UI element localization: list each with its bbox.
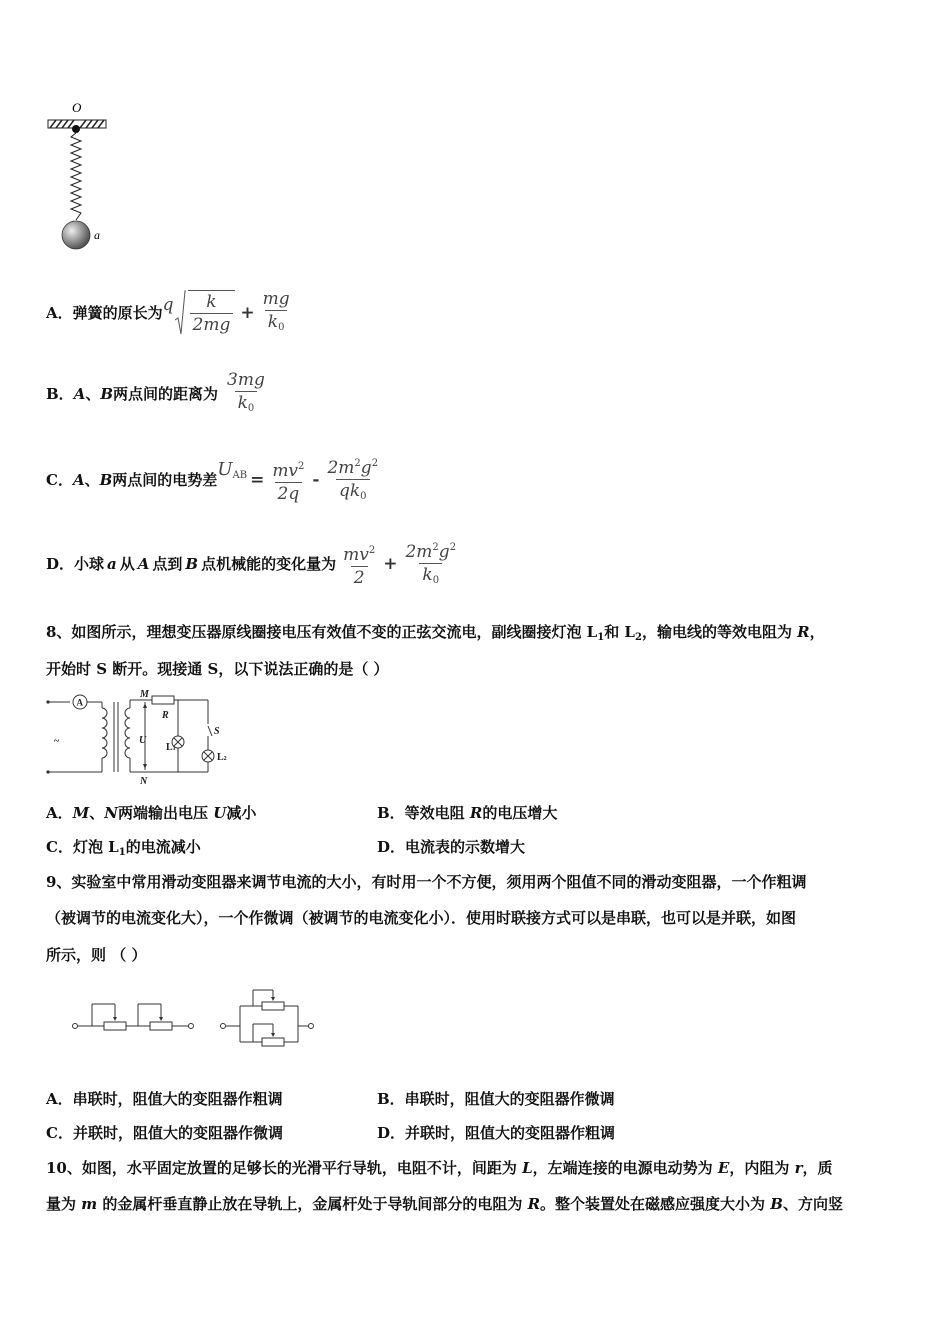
secondary-coil: [125, 708, 130, 758]
ammeter-label: A: [76, 697, 83, 708]
q7-d-a: a: [107, 555, 117, 573]
ball-a: [62, 221, 90, 249]
q7-c-2m: 2m: [327, 457, 355, 478]
q7-b-sub0: 0: [247, 402, 255, 414]
rheostat-figure: [68, 984, 318, 1054]
q8-l2-sub: 2: [634, 632, 642, 643]
q10-B: B: [770, 1195, 783, 1213]
q9-option-b: B．串联时，阻值大的变阻器作微调: [377, 1090, 615, 1108]
q10-L: L: [522, 1159, 533, 1177]
q7-c-U-letter: U: [217, 459, 233, 480]
q10-line1-c: ，内阻为: [729, 1159, 795, 1177]
label-s: S: [214, 726, 220, 737]
q7-c-g: g: [360, 457, 372, 478]
q7-d-frac2-den: [419, 563, 442, 592]
q7-d-sub0: 0: [432, 574, 440, 586]
parallel-rheostats: [221, 990, 314, 1046]
q8-b-tail: 的电压增大: [482, 804, 558, 822]
q7-b-frac: [224, 369, 268, 420]
q7-d-sq3: 2: [449, 541, 457, 553]
q8-option-a: [46, 803, 256, 823]
q10-line-2: [46, 1194, 843, 1214]
q7-b-frac-den: [235, 391, 258, 420]
q7-option-a-text: A．弹簧的原长为: [46, 304, 163, 322]
q7-c-frac2: [324, 453, 381, 508]
ac-symbol: ~: [54, 736, 60, 747]
q7-d-prefix: D．小球: [46, 555, 105, 573]
spring-coil: [71, 133, 81, 220]
q9-option-c: C．并联时，阻值大的变阻器作微调: [46, 1124, 283, 1142]
q7-b-B: B: [100, 385, 114, 403]
q7-b-text: 两点间的距离为: [113, 385, 219, 403]
label-o: O: [72, 100, 82, 115]
q7-c-sq2: 2: [354, 457, 361, 469]
q7-d-g: g: [438, 541, 450, 562]
spring-ball-figure: [40, 98, 130, 258]
q7-a-frac1-den: 2mg: [190, 313, 234, 336]
q7-option-a: [46, 288, 295, 338]
q8-a-tail: 减小: [226, 804, 257, 822]
q7-d-to: 点到: [152, 555, 183, 573]
q10-line2-a: 量为: [46, 1195, 82, 1213]
q7-d-mv: mv: [343, 544, 369, 565]
q8-a-mid: 两端输出电压: [117, 804, 214, 822]
q8-comma: ，: [809, 623, 825, 641]
q7-c-mv: mv: [272, 460, 299, 481]
q10-line1-b: ，左端连接的电源电动势为: [532, 1159, 718, 1177]
q9-option-a: A．串联时，阻值大的变阻器作粗调: [46, 1090, 283, 1108]
q7-c-frac1-den: 2q: [275, 482, 303, 505]
q8-l1-sub: 1: [597, 632, 605, 643]
series-rheostats: [73, 1004, 194, 1030]
label-r: R: [162, 710, 169, 721]
q7-d-plus: +: [383, 554, 398, 574]
q9-line-1: 9、实验室中常用滑动变阻器来调节电流的大小，有时用一个不方便，须用两个阻值不同的滑动变阻器，一个作粗调: [46, 873, 807, 891]
q9-line-3: 所示，则 （ ）: [46, 946, 147, 964]
q10-line2-c: 。整个装置处在磁感应强度大小为: [540, 1195, 771, 1213]
transformer-circuit-figure: [40, 688, 240, 788]
q7-c-sq1: 2: [298, 460, 305, 472]
q8-line-2: [46, 659, 389, 679]
q7-c-qk: qk: [338, 480, 361, 501]
q7-b-frac-num: 3mg: [227, 369, 265, 390]
q7-d-B: B: [185, 555, 199, 573]
q7-a-k: k: [267, 311, 279, 332]
q8-b-R: R: [469, 804, 483, 822]
q7-d-A: A: [137, 555, 150, 573]
q8-option-d: [377, 837, 525, 857]
q10-line1-a: 10、如图，水平固定放置的足够长的光滑平行导轨，电阻不计，间距为: [46, 1159, 523, 1177]
label-a: a: [94, 228, 100, 242]
q8-d-text: D．电流表的示数增大: [377, 838, 526, 856]
label-n: N: [140, 776, 148, 787]
q7-a-frac2: [260, 288, 293, 339]
q8-line-1: [46, 622, 825, 648]
q7-d-frac1: [340, 540, 378, 589]
q7-option-b: [46, 369, 270, 419]
q10-line2-b: 的金属杆垂直静止放在导轨上，金属杆处于导轨间部分的电阻为: [97, 1195, 528, 1213]
q7-c-frac1: [269, 456, 307, 505]
q10-line-1: [46, 1158, 832, 1178]
q8-c-sub: 1: [118, 847, 126, 858]
q7-c-AB: AB: [232, 470, 248, 481]
q8-b-prefix: B．等效电阻: [377, 804, 470, 822]
q9-option-d: D．并联时，阻值大的变阻器作粗调: [377, 1124, 616, 1142]
q7-c-sep: 、: [84, 471, 100, 489]
label-u: U: [139, 735, 147, 746]
primary-coil: [102, 708, 107, 758]
q10-r: r: [794, 1159, 803, 1177]
label-l1-text: L: [166, 742, 173, 753]
q10-m: m: [81, 1195, 98, 1213]
q7-d-frac1-den: 2: [351, 566, 368, 589]
q7-b-sep: 、: [85, 385, 101, 403]
q7-d-sq2: 2: [432, 541, 439, 553]
q8-a-M: M: [72, 804, 90, 822]
q7-d-sq1: 2: [368, 544, 376, 556]
q10-E: E: [717, 1159, 730, 1177]
q8-line1-a: 8、如图所示，理想变压器原线圈接电压有效值不变的正弦交流电，副线圈接灯泡 L: [46, 623, 598, 641]
label-l2-text: L: [217, 752, 224, 763]
label-m: M: [140, 689, 149, 700]
q8-option-b: [377, 803, 557, 823]
q7-d-frac2-num: [402, 537, 459, 563]
q10-line2-d: 、方向竖: [782, 1195, 843, 1213]
q7-b-A: A: [73, 385, 86, 403]
q7-c-A: A: [72, 471, 85, 489]
q7-c-frac2-num: [324, 453, 381, 479]
switch-s: [208, 726, 212, 736]
label-l2-sub: 2: [223, 756, 227, 762]
q7-d-from: 从: [119, 555, 135, 573]
q8-line1-b: 和 L: [604, 623, 635, 641]
label-l1: [166, 742, 176, 753]
q9-line-2: （被调节的电流变化大），一个作微调（被调节的电流变化小）．使用时联接方式可以是串联，也可以是并联，如图: [46, 909, 797, 927]
q8-c-prefix: C．灯泡 L: [46, 838, 119, 856]
q7-a-frac1-num: k: [206, 292, 217, 312]
q7-d-frac2: [402, 537, 459, 592]
q8-option-c: [46, 837, 201, 863]
q8-a-N: N: [104, 804, 118, 822]
q8-line2: 开始时 S 断开。现接通 S，以下说法正确的是（ ）: [46, 660, 389, 678]
q7-c-frac2-den: [336, 479, 370, 508]
q7-c-B: B: [99, 471, 113, 489]
q7-b-k: k: [237, 392, 248, 413]
resistor-r: [152, 696, 174, 704]
q7-c-sub0: 0: [360, 490, 367, 502]
q10-line1-d: ，质: [802, 1159, 833, 1177]
q7-c-U: [217, 460, 247, 486]
q7-d-frac1-num: [340, 540, 378, 566]
q7-c-sq3: 2: [371, 457, 379, 469]
q8-line1-c: ，输电线的等效电阻为: [641, 623, 798, 641]
q7-a-q: q: [162, 295, 174, 315]
sqrt-sign: [174, 290, 186, 336]
label-l1-sub: 1: [172, 746, 176, 752]
q7-option-d: [46, 538, 461, 590]
q8-R: R: [797, 623, 810, 641]
q8-a-prefix: A．: [46, 804, 73, 822]
q7-d-k: k: [422, 564, 433, 585]
q8-a-U: U: [213, 804, 227, 822]
q8-c-tail: 的电流减小: [125, 838, 201, 856]
q7-c-minus: -: [312, 470, 320, 490]
q7-a-sqrt: [174, 290, 238, 336]
q7-d-text: 点机械能的变化量为: [201, 555, 337, 573]
q7-a-frac1: [188, 290, 236, 336]
q7-a-plus: +: [240, 303, 255, 323]
q8-a-sep: 、: [89, 804, 105, 822]
q10-R: R: [527, 1195, 541, 1213]
q7-c-frac1-num: [269, 456, 307, 482]
q7-c-text: 两点间的电势差: [112, 471, 218, 489]
q7-a-frac2-num: mg: [262, 288, 290, 309]
pivot-point: [72, 125, 80, 133]
q7-d-2m: 2m: [405, 541, 433, 562]
q7-option-c: [46, 454, 383, 506]
q7-b-prefix: B．: [46, 385, 74, 403]
q7-c-eq: =: [250, 470, 265, 490]
q7-a-sub0: 0: [278, 321, 285, 333]
label-l2: [217, 752, 227, 763]
q7-a-frac2-den: [265, 310, 288, 339]
q7-c-prefix: C．: [46, 471, 73, 489]
